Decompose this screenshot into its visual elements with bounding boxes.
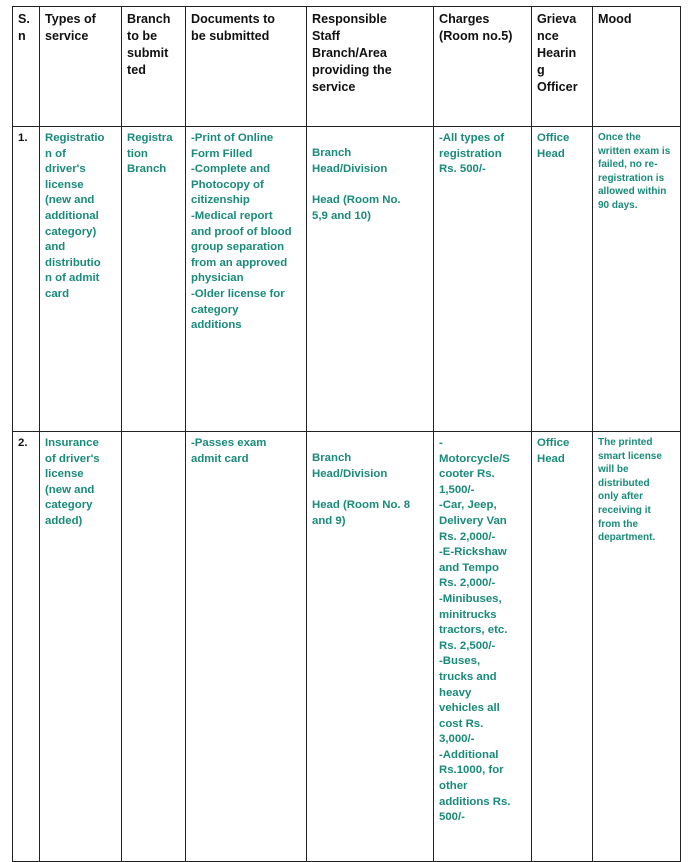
responsible-branch-head: Branch Head/Division (312, 452, 388, 480)
row-mood: Once the written exam is failed, no re- registration is allowed within 90 days. (593, 127, 681, 432)
row-responsible-staff (307, 432, 434, 862)
row-grievance-officer: Office Head (532, 432, 593, 862)
row-service-type: Registratio n of driver's license (new and additional category) and distributio n of admit card (40, 127, 122, 432)
table-row (13, 127, 681, 432)
header-mood: Mood (593, 7, 681, 127)
row-documents: -Print of Online Form Filled -Complete and Photocopy of citizenship -Medical report and proof of blood group separation from an approved physician -Older license for category additions (186, 127, 307, 432)
header-documents: Documents to be submitted (186, 7, 307, 127)
row-charges: -All types of registration Rs. 500/- (434, 127, 532, 432)
row-serial-number: 2. (13, 432, 40, 862)
row-serial-number: 1. (13, 127, 40, 432)
row-mood: The printed smart license will be distributed only after receiving it from the department. (593, 432, 681, 862)
header-sn: S. n (13, 7, 40, 127)
header-charges: Charges (Room no.5) (434, 7, 532, 127)
row-documents: -Passes exam admit card (186, 432, 307, 862)
row-grievance-officer: Office Head (532, 127, 593, 432)
responsible-room: Head (Room No. 5,9 and 10) (312, 194, 401, 222)
header-grievance-officer: Grieva nce Hearin g Officer (532, 7, 593, 127)
header-row (13, 7, 681, 127)
responsible-branch-head: Branch Head/Division (312, 147, 388, 175)
services-table (12, 6, 681, 862)
row-responsible-staff (307, 127, 434, 432)
row-branch (122, 432, 186, 862)
row-branch: Registra tion Branch (122, 127, 186, 432)
row-service-type: Insurance of driver's license (new and category added) (40, 432, 122, 862)
row-charges: - Motorcycle/S cooter Rs. 1,500/- -Car, Jeep, Delivery Van Rs. 2,000/- -E-Rickshaw and Tempo Rs. 2,000/- -Minibuses, minitrucks tractors, etc. Rs. 2,500/- -Buses, trucks and heavy vehicles all cost Rs. 3,000/- -Additional Rs.1000, for other additions Rs. 500/- (434, 432, 532, 862)
table-row (13, 432, 681, 862)
header-responsible-staff: Responsible Staff Branch/Area providing the service (307, 7, 434, 127)
responsible-room: Head (Room No. 8 and 9) (312, 499, 411, 527)
header-branch: Branch to be submit ted (122, 7, 186, 127)
header-types-of-service: Types of service (40, 7, 122, 127)
